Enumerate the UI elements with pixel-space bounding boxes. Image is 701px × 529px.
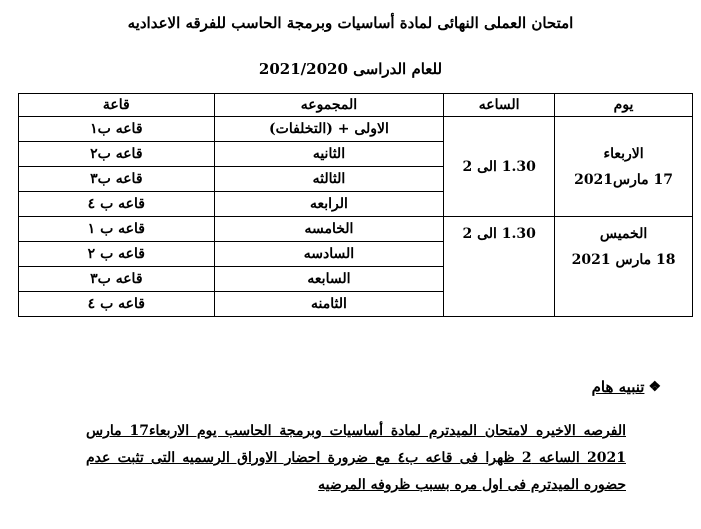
exam-schedule-table bbox=[18, 93, 693, 317]
header-hall: قاعة bbox=[19, 94, 215, 117]
group-cell: السابعه bbox=[214, 267, 444, 292]
notice-heading bbox=[592, 378, 661, 396]
day-date: 17 مارس2021 bbox=[574, 171, 674, 188]
notice-text bbox=[86, 418, 626, 499]
hall-cell: قاعه ب٢ bbox=[19, 142, 215, 167]
group-cell: الثالثه bbox=[214, 167, 444, 192]
header-time: الساعه bbox=[444, 94, 555, 117]
notice-paragraph: الفرصه الاخيره لامتحان الميدترم لمادة أساسيات وبرمجة الحاسب يوم الاربعاء17 مارس 2021 الساعه 2 ظهرا فى قاعه ب٤ مع ضرورة احضار الاوراق الرسميه التى تثبت عدم حضوره الميدترم فى اول مره بسبب ظروفه المرضيه bbox=[86, 423, 626, 493]
hall-cell: قاعه ب ٤ bbox=[19, 292, 215, 317]
header-group: المجموعه bbox=[214, 94, 444, 117]
group-cell: الخامسه bbox=[214, 217, 444, 242]
group-cell: السادسه bbox=[214, 242, 444, 267]
table-row bbox=[19, 217, 693, 242]
hall-cell: قاعه ب٣ bbox=[19, 267, 215, 292]
table-header-row bbox=[19, 94, 693, 117]
hall-cell: قاعه ب ٤ bbox=[19, 192, 215, 217]
day-date: 18 مارس 2021 bbox=[571, 252, 676, 268]
header-day: يوم bbox=[555, 94, 693, 117]
notice-label: تنبيه هام bbox=[591, 378, 645, 396]
hall-cell: قاعه ب ١ bbox=[19, 217, 215, 242]
time-cell: 1.30 الى 2 bbox=[444, 217, 555, 317]
academic-year: للعام الدراسى 2021/2020 bbox=[258, 60, 443, 78]
hall-cell: قاعه ب١ bbox=[19, 117, 215, 142]
group-cell: الاولى + (التخلفات) bbox=[214, 117, 444, 142]
diamond-bullet-icon: ❖ bbox=[648, 379, 661, 395]
time-cell: 1.30 الى 2 bbox=[444, 117, 555, 217]
table-row bbox=[19, 117, 693, 142]
day-name: الخميس bbox=[599, 226, 648, 242]
group-cell: الثامنه bbox=[214, 292, 444, 317]
group-cell: الرابعه bbox=[214, 192, 444, 217]
day-cell bbox=[555, 117, 693, 217]
day-name: الاربعاء bbox=[603, 145, 644, 162]
hall-cell: قاعه ب ٢ bbox=[19, 242, 215, 267]
hall-cell: قاعه ب٣ bbox=[19, 167, 215, 192]
document-title: امتحان العملى النهائى لمادة أساسيات وبرمجة الحاسب للفرقه الاعداديه bbox=[127, 14, 574, 32]
group-cell: الثانيه bbox=[214, 142, 444, 167]
day-cell bbox=[555, 217, 693, 317]
